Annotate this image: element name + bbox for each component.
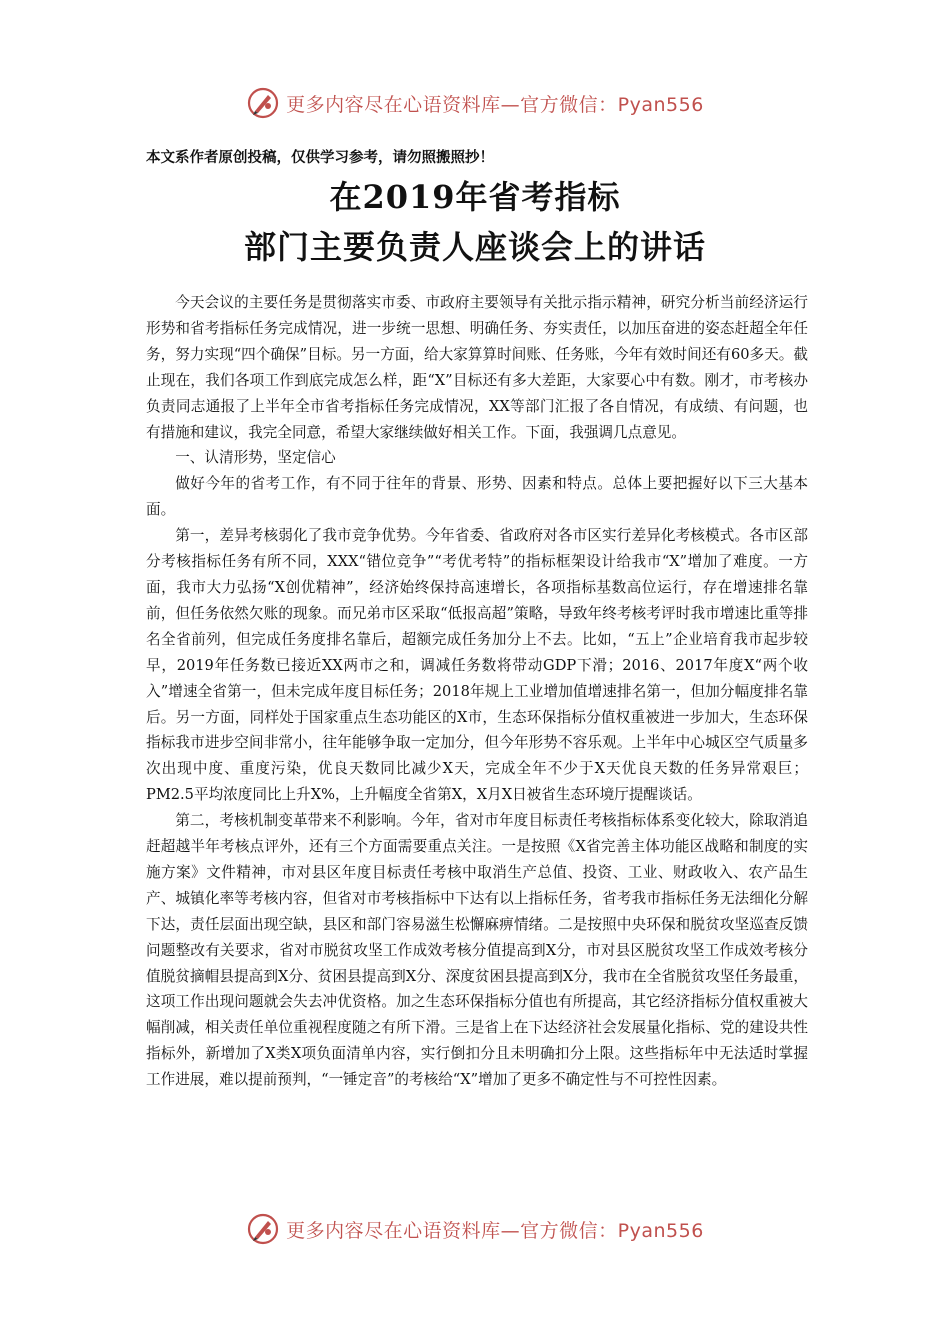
paragraph-first-point: 第一，差异考核弱化了我市竞争优势。今年省委、省政府对各市区实行差异化考核模式。各市区部分考核指标任务有所不同，XXX“错位竞争”“考优考特”的指标框架设计给我市“X”增加了难度。一方面，我市大力弘扬“X创优精神”，经济始终保持高速增长，各项指标基数高位运行，存在增速排名靠前，但任务依然欠账的现象。而兄弟市区采取“低报高超”策略，导致年终考核考评时我市增速比重等排名全省前列，但完成任务度排名靠后，超额完成任务加分上不去。比如，“五上”企业培育我市起步较早，2019年任务数已接近XX两市之和，调减任务数将带动GDP下滑；2016、2017年度X“两个收入”增速全省第一，但未完成年度目标任务；2018年规上工业增加值增速排名第一，但加分幅度排名靠后。另一方面，同样处于国家重点生态功能区的X市，生态环保指标分值权重被进一步加大，生态环保指标我市进步空间非常小，往年能够争取一定加分，但今年形势不容乐观。上半年中心城区空气质量多次出现中度、重度污染，优良天数同比减少X天，完成全年不少于X天优良天数的任务异常艰巨；PM2.5平均浓度同比上升X%，上升幅度全省第X，X月X日被省生态环境厅提醒谈话。	[146, 527, 808, 804]
title-line-2: 部门主要负责人座谈会上的讲话	[243, 228, 706, 266]
banner-text: 更多内容尽在心语资料库—官方微信：Pyan556	[286, 93, 704, 116]
pen-logo-icon	[246, 86, 280, 120]
disclaimer: 本文系作者原创投稿，仅供学习参考，请勿照搬照抄！	[146, 149, 494, 166]
pen-logo-icon	[246, 1212, 280, 1246]
section-heading: 一、认清形势，坚定信心	[175, 449, 336, 467]
banner-text: 更多内容尽在心语资料库—官方微信：Pyan556	[286, 1219, 704, 1242]
paragraph-overview: 做好今年的省考工作，有不同于往年的背景、形势、因素和特点。总体上要把握好以下三大基本面。	[146, 475, 808, 519]
title-line-1: 在2019年省考指标	[329, 178, 621, 216]
bottom-banner	[0, 1206, 950, 1252]
paragraph-second-point: 第二，考核机制变革带来不利影响。今年，省对市年度目标责任考核指标体系变化较大，除取消追赶超越半年考核点评外，还有三个方面需要重点关注。一是按照《X省完善主体功能区战略和制度的实施方案》文件精神，市对县区年度目标责任考核中取消生产总值、投资、工业、财政收入、农产品生产、城镇化率等考核内容，但省对市考核指标中下达有以上指标任务，省考我市指标任务无法细化分解下达，责任层面出现空缺，县区和部门容易滋生松懈麻痹情绪。二是按照中央环保和脱贫攻坚巡查反馈问题整改有关要求，省对市脱贫攻坚工作成效考核分值提高到X分，市对县区脱贫攻坚工作成效考核分值脱贫摘帽县提高到X分、贫困县提高到X分、深度贫困县提高到X分，我市在全省脱贫攻坚任务最重，这项工作出现问题就会失去冲优资格。加之生态环保指标分值也有所提高，其它经济指标分值权重被大幅削减，相关责任单位重视程度随之有所下滑。三是省上在下达经济社会发展量化指标、党的建设共性指标外，新增加了X类X项负面清单内容，实行倒扣分且未明确扣分上限。这些指标年中无法适时掌握工作进展，难以提前预判，“一锤定音”的考核给“X”增加了更多不确定性与不可控性因素。	[146, 812, 808, 1089]
top-banner	[0, 80, 950, 126]
paragraph-intro: 今天会议的主要任务是贯彻落实市委、市政府主要领导有关批示指示精神，研究分析当前经济运行形势和省考指标任务完成情况，进一步统一思想、明确任务、夯实责任，以加压奋进的姿态赶超全年任务，努力实现“四个确保”目标。另一方面，给大家算算时间账、任务账，今年有效时间还有60多天。截止现在，我们各项工作到底完成怎么样，距“X”目标还有多大差距，大家要心中有数。刚才，市考核办负责同志通报了上半年全市省考指标任务完成情况，XX等部门汇报了各自情况，有成绩、有问题，也有措施和建议，我完全同意，希望大家继续做好相关工作。下面，我强调几点意见。	[146, 294, 808, 441]
document-body	[146, 290, 808, 1093]
